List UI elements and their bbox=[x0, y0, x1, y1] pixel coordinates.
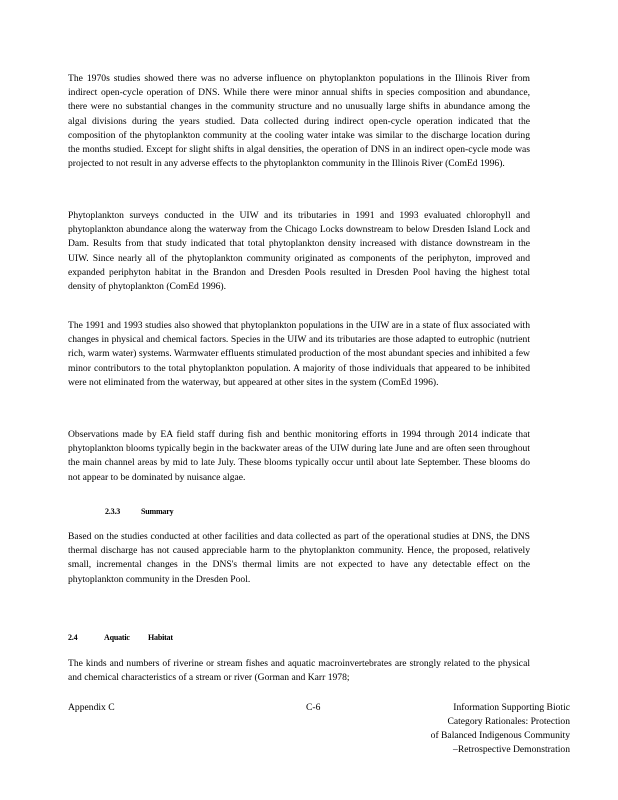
section-2-4-title-word-2: Habitat bbox=[148, 633, 173, 642]
section-2-4-title-word-1: Aquatic bbox=[104, 633, 130, 642]
paragraph-summary: Based on the studies conducted at other facilities and data collected as part of the operational studies at DNS, the DNS thermal discharge has not caused appreciable harm to the phytoplankton community. Hence, the proposed, relatively small, incremental changes in the DNS's thermal limits are not expected to have any detectable effect on the phytoplankton community in the Dresden Pool. bbox=[68, 531, 530, 585]
paragraph-phytoplankton-surveys: Phytoplankton surveys conducted in the UIW and its tributaries in 1991 and 1993 evaluated chlorophyll and phytoplankton abundance along the waterway from the Chicago Locks downstream to below Dresden Island Lock and Dam. Results from that study indicated that total phytoplankton density increased with distance downstream in the UIW. Since nearly all of the phytoplankton community originated as components of the periphyton, improved and expanded periphyton habitat in the Brandon and Dresden Pools resulted in Dresden Pool having the highest total density of phytoplankton (ComEd 1996). bbox=[68, 210, 530, 293]
footer-page-number: C-6 bbox=[306, 702, 321, 713]
footer-title-line-2: Category Rationales: Protection bbox=[447, 716, 570, 727]
paragraph-1991-1993-studies: The 1991 and 1993 studies also showed that phytoplankton populations in the UIW are in a state of flux associated with changes in physical and chemical factors. Species in the UIW and its tributaries are those adapted to eutrophic (nutrient rich, warm water) systems. Warmwater effluents stimulated production of the most abundant species and inhibited a few minor contributors to the total phytoplankton population. A majority of those individuals that appeared to be inhibited were not eliminated from the waterway, but appeared at other sites in the system (ComEd 1996). bbox=[68, 320, 530, 388]
paragraph-observations: Observations made by EA field staff during fish and benthic monitoring efforts in 1994 through 2014 indicate that phytoplankton blooms typically begin in the backwater areas of the UIW during late June and are often seen throughout the main channel areas by mid to late July. These blooms typically occur until about late September. These blooms do not appear to be dominated by nuisance algae. bbox=[68, 429, 530, 483]
section-2-3-3-title: Summary bbox=[141, 507, 174, 516]
paragraph-aquatic-habitat: The kinds and numbers of riverine or stream fishes and aquatic macroinvertebrates are strongly related to the physical and chemical characteristics of a stream or river (Gorman and Karr 1978; bbox=[68, 658, 530, 684]
footer-document-title bbox=[390, 701, 570, 757]
footer-title-line-3: of Balanced Indigenous Community bbox=[430, 730, 570, 741]
footer-appendix-label: Appendix C bbox=[68, 702, 115, 713]
paragraph-1970s-studies: The 1970s studies showed there was no adverse influence on phytoplankton populations in the Illinois River from indirect open-cycle operation of DNS. While there were minor annual shifts in species composition and abundance, there were no substantial changes in the community structure and no unusually large shifts in abundance among the algal divisions during the years studied. Data collected during indirect open-cycle operation indicated that the composition of the phytoplankton community at the cooling water intake was similar to the discharge location during the months studied. Except for slight shifts in algal densities, the operation of DNS in an indirect open-cycle mode was projected to not result in any adverse effects to the phytoplankton community in the Illinois River (ComEd 1996). bbox=[68, 73, 530, 170]
footer-title-line-4: –Retrospective Demonstration bbox=[453, 744, 570, 755]
section-2-3-3-number: 2.3.3 bbox=[105, 507, 121, 516]
section-2-4-number: 2.4 bbox=[68, 633, 78, 642]
footer-title-line-1: Information Supporting Biotic bbox=[453, 702, 570, 713]
